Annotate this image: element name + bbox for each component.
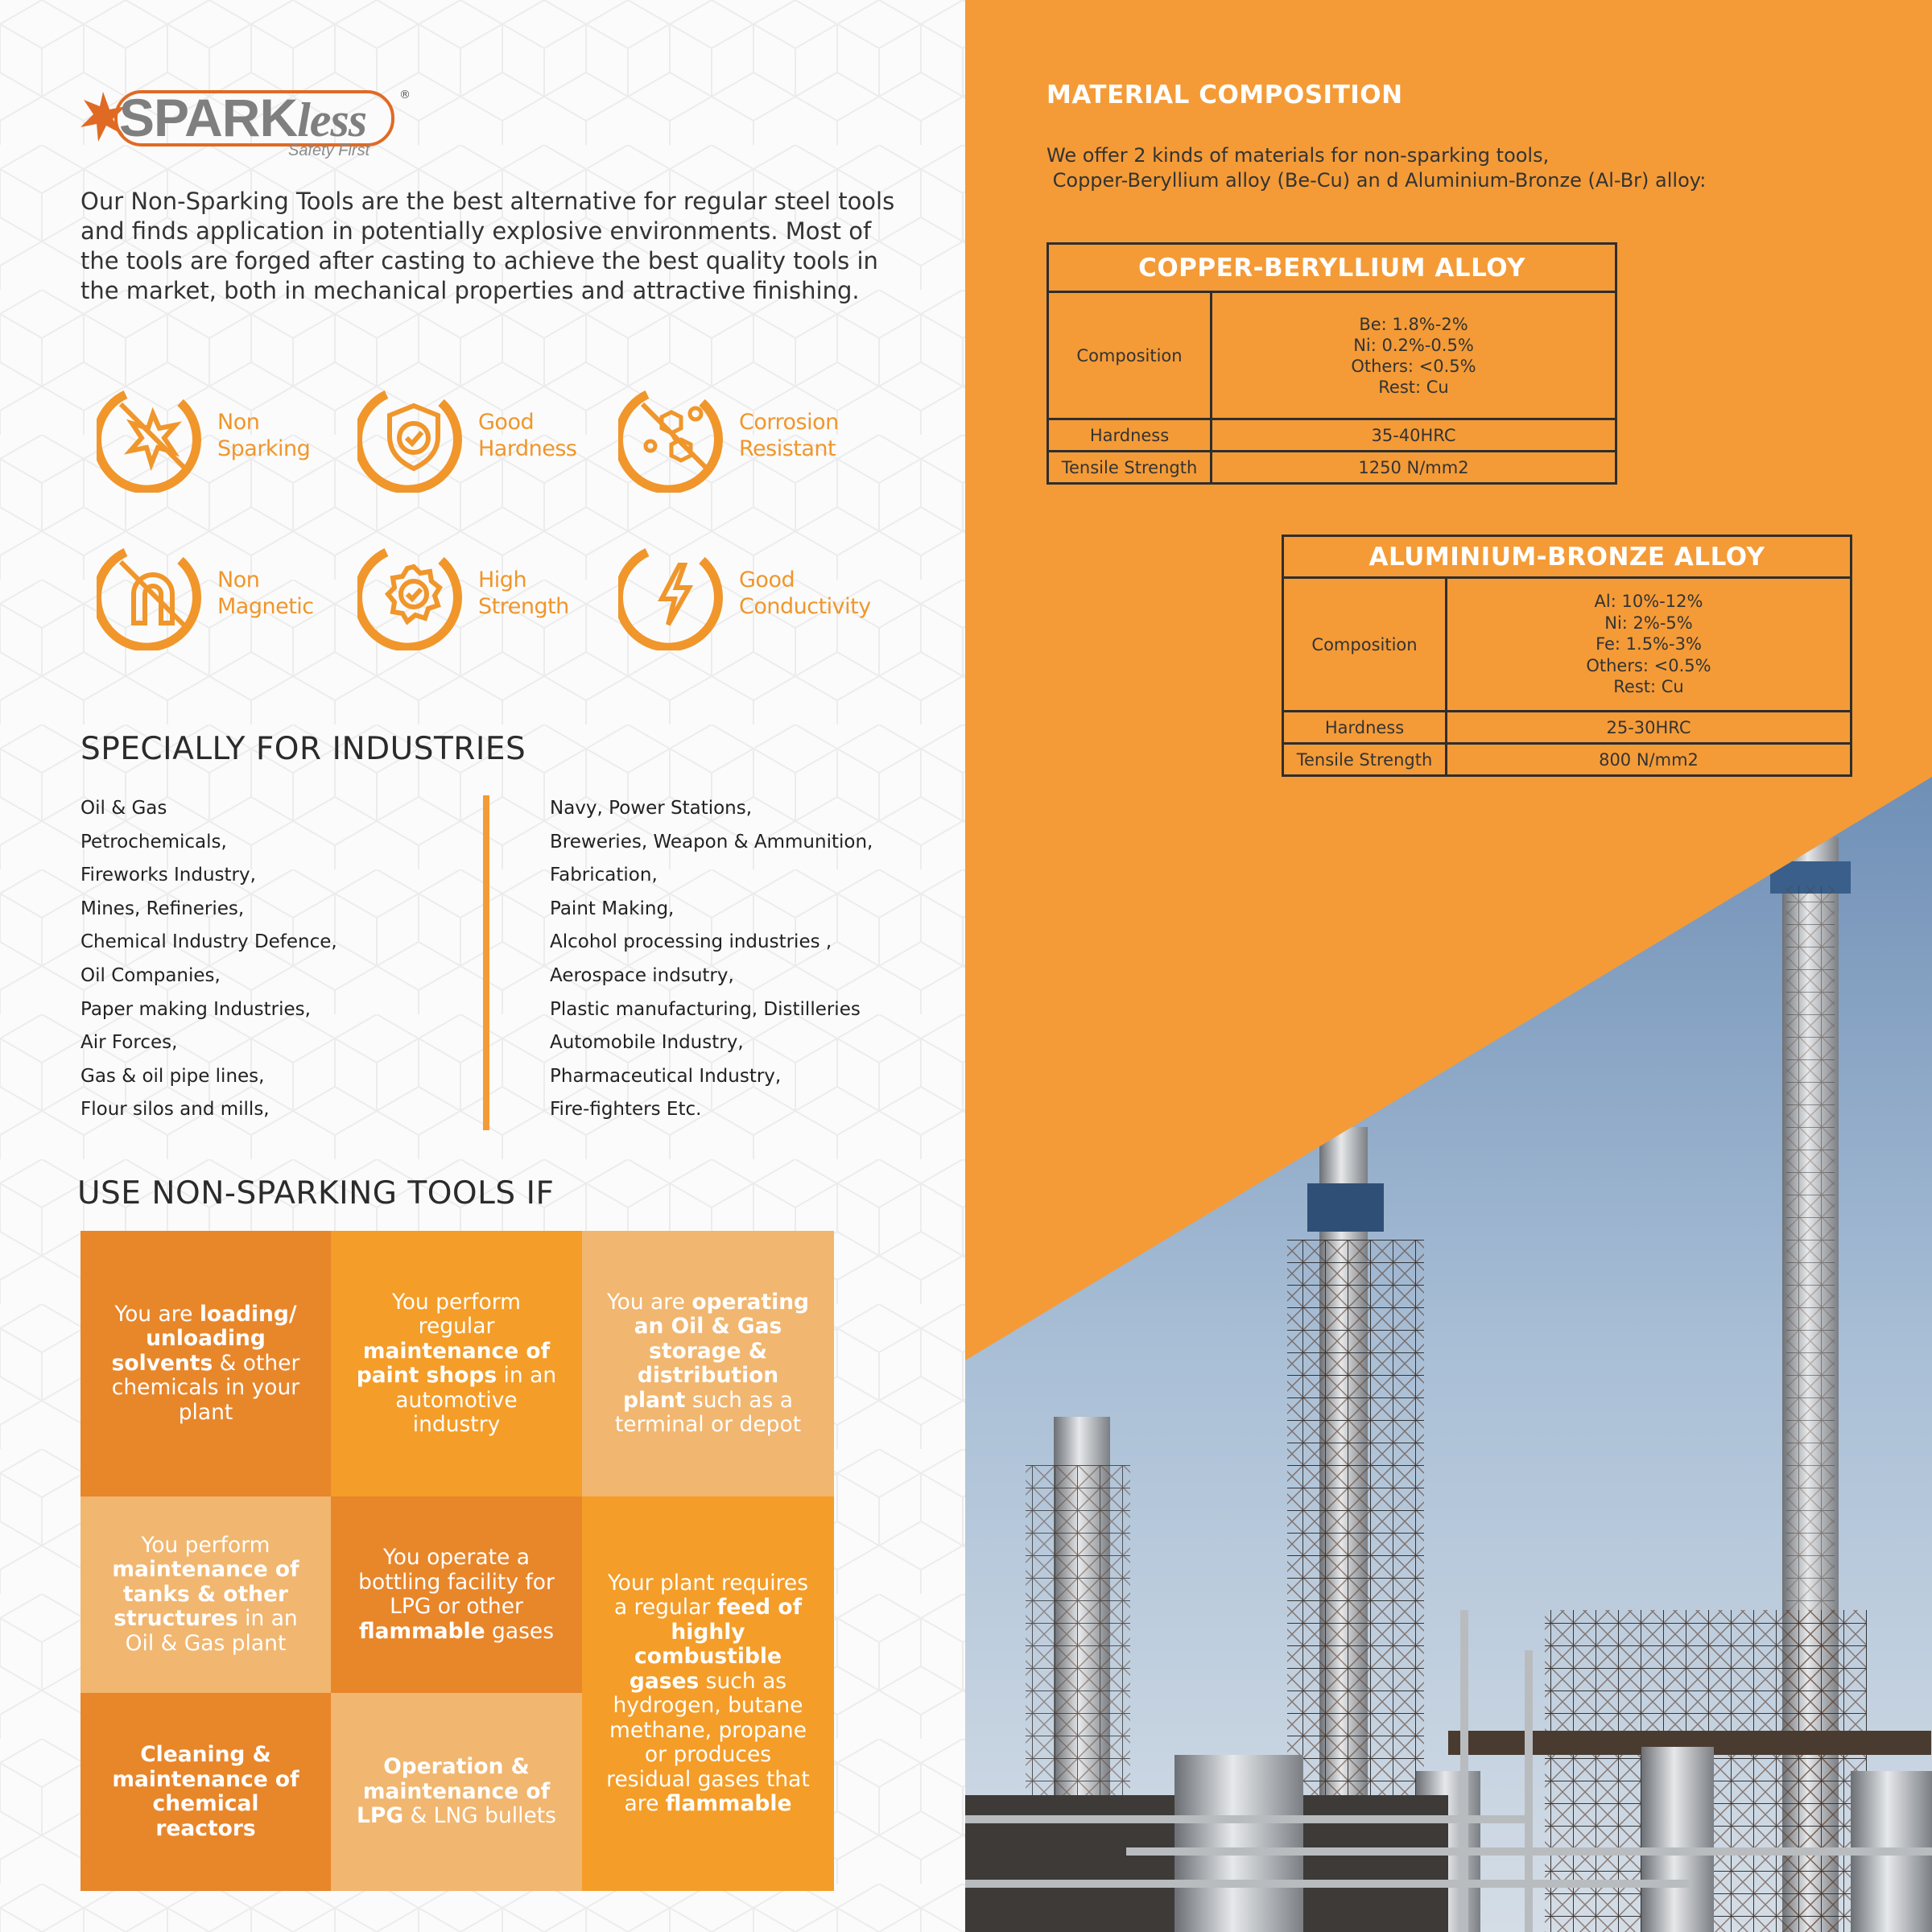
cell-text: You perform regular [392,1289,521,1339]
list-item: Oil & Gas [80,798,167,819]
material-intro-line1: We offer 2 kinds of materials for non-sparking tools, [1046,144,1550,167]
list-item: Oil Companies, [80,964,221,986]
hardness-value: 35-40HRC [1212,419,1616,452]
badge-check-icon [357,538,470,650]
table-title: ALUMINIUM-BRONZE ALLOY [1283,536,1852,578]
composition-item: Al: 10%-12% [1594,592,1703,612]
tensile-label: Tensile Strength [1048,452,1212,484]
feature-non-sparking [97,380,354,501]
composition-item: Be: 1.8%-2% [1359,314,1468,334]
cell-text: You are [114,1301,200,1327]
spark-prohibited-icon [97,380,209,493]
logo-tagline: Safety First [288,142,370,159]
industries-title: SPECIALLY FOR INDUSTRIES [80,731,526,767]
feature-corrosion-resistant [618,380,876,501]
composition-label: Composition [1048,292,1212,419]
logo-word-script: less [297,93,367,147]
cell-bold-text: operating an Oil & Gas storage & distribution plant [623,1289,810,1413]
hardness-label: Hardness [1283,712,1447,744]
logo-word-main: SPARK [119,88,298,147]
use-case-cell [331,1496,582,1693]
material-intro [1046,143,1706,193]
cell-text: You perform [141,1532,270,1558]
composition-item: Rest: Cu [1378,377,1449,397]
cell-text: in an automotive industry [395,1363,557,1437]
feature-good-conductivity [618,538,876,658]
list-item: Chemical Industry Defence, [80,931,337,953]
use-if-grid [80,1231,834,1891]
cell-text: in an Oil & Gas plant [125,1606,298,1656]
feature-label-line1: Corrosion [739,410,839,435]
feature-good-hardness [357,380,615,501]
cell-text: You operate a bottling facility for LPG or other [358,1545,555,1619]
composition-item: Others: <0.5% [1586,655,1711,675]
feature-non-magnetic [97,538,354,658]
aluminium-bronze-table [1282,535,1852,777]
composition-label: Composition [1283,578,1447,712]
left-panel [0,0,965,1932]
list-item: Fire-fighters Etc. [550,1099,702,1121]
material-intro-line2: Copper-Beryllium alloy (Be-Cu) an d Aluminium-Bronze (Al-Br) alloy: [1046,169,1707,192]
list-item: Pharmaceutical Industry, [550,1065,782,1087]
use-case-cell [80,1231,331,1496]
feature-label-line2: Sparking [217,436,311,461]
tensile-value: 1250 N/mm2 [1212,452,1616,484]
lightning-icon [618,538,731,650]
use-case-cell [331,1693,582,1891]
magnet-prohibited-icon [97,538,209,650]
shield-check-icon [357,380,470,493]
use-case-cell [80,1496,331,1693]
tensile-value: 800 N/mm2 [1447,744,1852,776]
feature-label-line2: Resistant [739,436,836,461]
composition-values [1212,292,1616,419]
industries-list-left [80,792,337,1127]
molecule-prohibited-icon [618,380,731,493]
feature-label-line2: Conductivity [739,594,871,619]
list-item: Gas & oil pipe lines, [80,1065,265,1087]
composition-item: Fe: 1.5%-3% [1596,634,1702,654]
use-case-cell [80,1693,331,1891]
copper-beryllium-table [1046,242,1617,485]
composition-item: Rest: Cu [1613,677,1684,697]
list-item: Air Forces, [80,1032,178,1054]
feature-label-line1: Non [217,568,260,592]
cell-text: You are [606,1289,692,1315]
cell-text: such as hydrogen, butane methane, propane or produces residual gases that are [606,1668,810,1816]
list-item: Navy, Power Stations, [550,798,753,819]
table-title: COPPER-BERYLLIUM ALLOY [1048,244,1616,292]
intro-paragraph: Our Non-Sparking Tools are the best alternative for regular steel tools and finds application in potentially explosive environments. Most of the tools are forged after casting to achieve the best quality tools in the market, both in mechanical properties and attractive finishing. [80,188,895,304]
industries-list-right [550,792,873,1127]
list-item: Alcohol processing industries , [550,931,832,953]
registered-mark: ® [399,89,411,101]
composition-item: Ni: 2%-5% [1604,613,1693,633]
column-divider [483,795,489,1130]
cell-bold-text: Operation & maintenance of LPG [357,1754,551,1829]
cell-bold-text: maintenance of paint shops [356,1338,551,1388]
list-item: Fireworks Industry, [80,865,256,886]
sparkless-logo [79,84,417,164]
right-panel [965,0,1932,1932]
cell-text: gases [485,1618,555,1644]
use-case-cell [582,1496,834,1891]
list-item: Mines, Refineries, [80,898,245,919]
feature-label-line1: Non [217,410,260,435]
feature-label-line1: Good [478,410,535,435]
list-item: Breweries, Weapon & Ammunition, [550,831,873,852]
composition-values [1447,578,1852,712]
feature-label-line1: High [478,568,527,592]
use-if-title: USE NON-SPARKING TOOLS IF [77,1175,555,1212]
cell-bold-text: flammable [665,1791,792,1816]
list-item: Fabrication, [550,865,658,886]
feature-label-line2: Hardness [478,436,577,461]
composition-item: Ni: 0.2%-0.5% [1353,335,1474,355]
feature-label-line2: Magnetic [217,594,314,619]
list-item: Automobile Industry, [550,1032,744,1054]
use-case-cell [582,1231,834,1496]
feature-label-line2: Strength [478,594,569,619]
cell-bold-text: loading/ unloading solvents [111,1301,297,1376]
cell-bold-text: Cleaning & maintenance of chemical reactors [112,1742,299,1841]
cell-bold-text: flammable [358,1618,485,1644]
cell-text: & LNG bullets [403,1803,556,1829]
list-item: Paper making Industries, [80,998,311,1020]
composition-item: Others: <0.5% [1351,356,1476,376]
list-item: Flour silos and mills, [80,1099,270,1121]
list-item: Petrochemicals, [80,831,227,852]
cell-bold-text: feed of highly combustible gases [629,1595,803,1694]
feature-label-line1: Good [739,568,795,592]
material-title: MATERIAL COMPOSITION [1046,80,1403,109]
cell-text: such as a terminal or depot [614,1387,802,1437]
cell-text: Your plant requires a regular [607,1570,809,1620]
tensile-label: Tensile Strength [1283,744,1447,776]
list-item: Aerospace indsutry, [550,964,734,986]
hardness-value: 25-30HRC [1447,712,1852,744]
cell-text: & other chemicals in your plant [111,1350,300,1425]
use-case-cell [331,1231,582,1496]
list-item: Paint Making, [550,898,675,919]
feature-high-strength [357,538,615,658]
hardness-label: Hardness [1048,419,1212,452]
cell-bold-text: maintenance of tanks & other structures [112,1557,299,1632]
list-item: Plastic manufacturing, Distilleries [550,998,861,1020]
